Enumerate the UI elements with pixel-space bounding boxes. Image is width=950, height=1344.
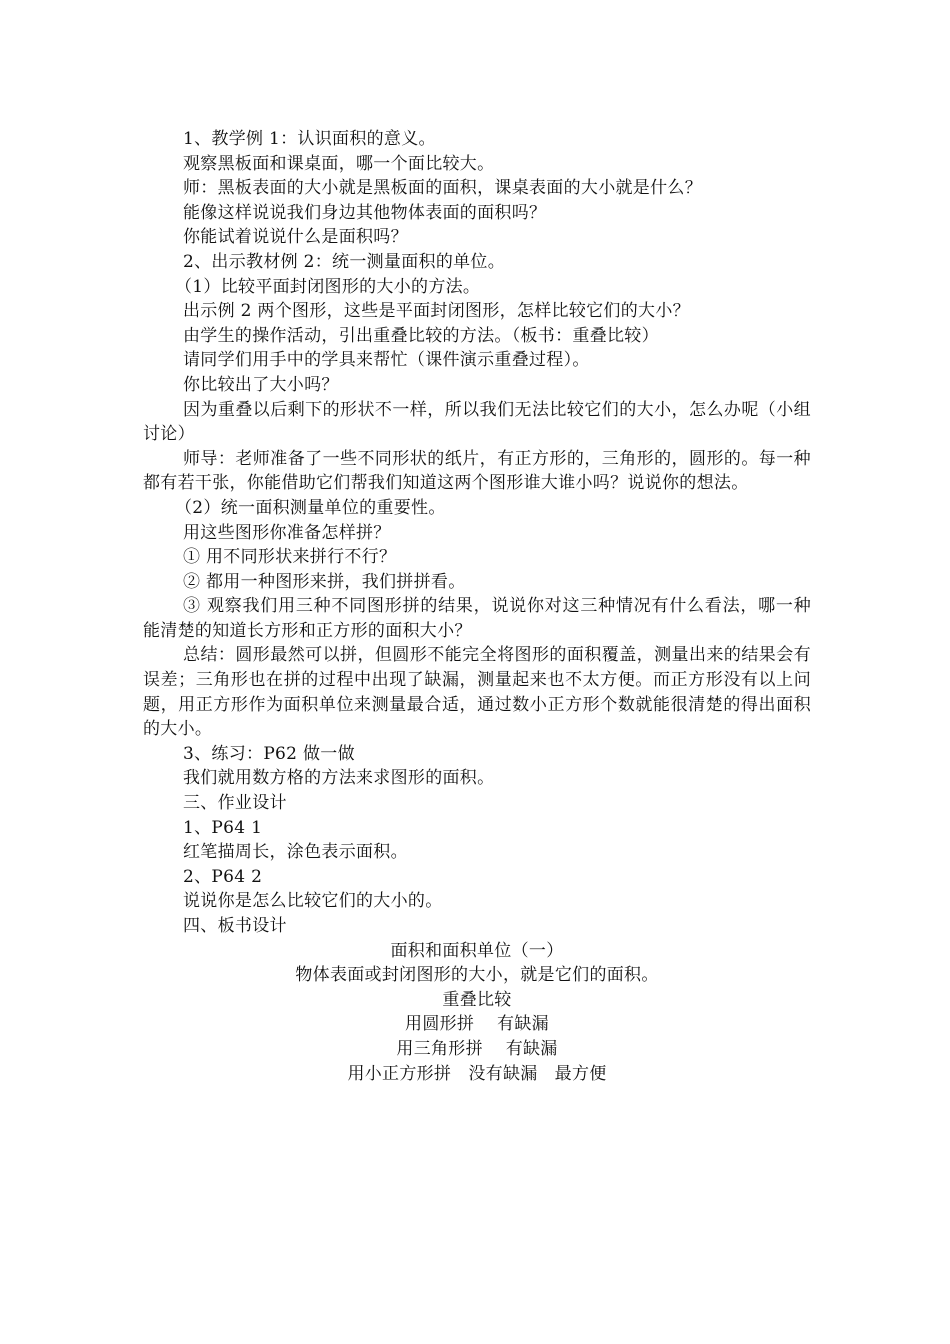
board-method: 重叠比较 [442, 989, 512, 1010]
text-line: 能像这样说说我们身边其他物体表面的面积吗？ [183, 202, 547, 223]
text-line: 2、出示教材例 2：统一测量面积的单位。 [183, 251, 506, 272]
text-line: 请同学们用手中的学具来帮忙（课件演示重叠过程）。 [183, 350, 590, 371]
text-line: 你能试着说说什么是面积吗？ [183, 227, 408, 248]
paragraph: 总结：圆形最然可以拼，但圆形不能完全将图形的面积覆盖，测量出来的结果会有误差；三角形也在拼的过程中出现了缺漏，测量起来也不太方便。而正方形没有以上问题，用正方形作为面积单位来测量最合适，通过数小正方形个数就能很清楚的得出面积的大小。 [143, 645, 811, 740]
paragraph: 因为重叠以后剩下的形状不一样，所以我们无法比较它们的大小，怎么办呢（小组讨论） [143, 399, 811, 445]
document-body [143, 127, 811, 1086]
board-title: 面积和面积单位（一） [390, 940, 564, 961]
text-line: 由学生的操作活动，引出重叠比较的方法。（板书：重叠比较） [183, 325, 659, 346]
section-heading: 三、作业设计 [183, 793, 287, 814]
text-line: 我们就用数方格的方法来求图形的面积。 [183, 768, 495, 789]
text-line: ① 用不同形状来拼行不行？ [183, 547, 397, 568]
paragraph: ③ 观察我们用三种不同图形拼的结果，说说你对这三种情况有什么看法，哪一种能清楚的知道长方形和正方形的面积大小？ [143, 596, 811, 641]
text-line: 1、P64 1 [183, 817, 263, 838]
board-definition: 物体表面或封闭图形的大小，就是它们的面积。 [295, 965, 659, 986]
text-line: 1、教学例 1：认识面积的意义。 [183, 129, 436, 149]
text-line: 你比较出了大小吗？ [183, 374, 339, 395]
text-line: 2、P64 2 [183, 866, 263, 887]
text-line: 观察黑板面和课桌面，哪一个面比较大。 [183, 153, 495, 174]
section-heading: 四、板书设计 [183, 916, 287, 936]
text-line: 用这些图形你准备怎样拼？ [183, 522, 391, 543]
text-line: 出示例 2 两个图形，这些是平面封闭图形，怎样比较它们的大小？ [183, 301, 690, 322]
board-row: 用三角形拼 有缺漏 [396, 1038, 558, 1059]
text-line: 3、练习：P62 做一做 [183, 743, 355, 764]
text-line: （1）比较平面封闭图形的大小的方法。 [175, 276, 481, 297]
paragraph: 师导：老师准备了一些不同形状的纸片，有正方形的，三角形的，圆形的。每一种都有若干张，你能借助它们帮我们知道这两个图形谁大谁小吗？说说你的想法。 [143, 448, 811, 494]
text-line: （2）统一面积测量单位的重要性。 [175, 497, 446, 518]
text-line: 红笔描周长，涂色表示面积。 [183, 842, 408, 863]
text-line: 师：黑板表面的大小就是黑板面的面积，课桌表面的大小就是什么？ [183, 178, 702, 199]
text-line: ② 都用一种图形来拼，我们拼拼看。 [183, 571, 466, 592]
board-row: 用小正方形拼 没有缺漏 最方便 [347, 1063, 607, 1084]
text-line: 说说你是怎么比较它们的大小的。 [183, 891, 443, 912]
board-row: 用圆形拼 有缺漏 [405, 1014, 549, 1035]
board-design [127, 939, 811, 1087]
